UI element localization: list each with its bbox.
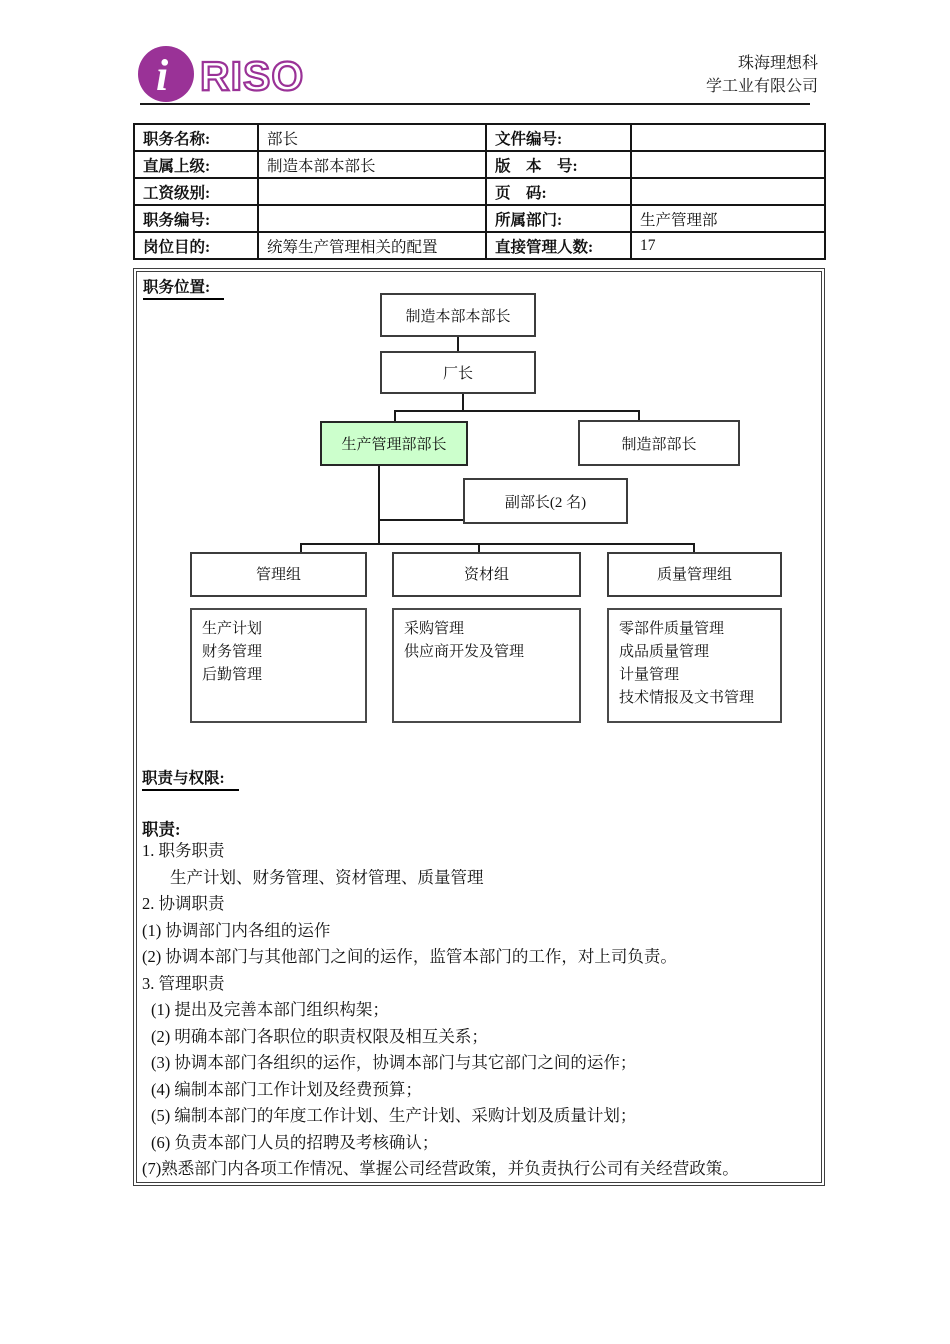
detail-line: 采购管理 <box>404 621 465 637</box>
detail-line: 计量管理 <box>619 667 680 683</box>
org-node-division-head: 制造本部本部长 <box>380 293 536 337</box>
org-node-vice-minister: 副部长(2 名) <box>463 478 628 524</box>
job-code-value <box>258 205 486 232</box>
company-name <box>706 52 818 98</box>
duty-line: (5) 编制本部门的年度工作计划、生产计划、采购计划及质量计划； <box>151 1106 637 1125</box>
salary-grade-value <box>258 178 486 205</box>
connector-line <box>462 394 464 411</box>
department-value: 生产管理部 <box>631 205 825 232</box>
table-row <box>134 205 825 232</box>
material-group-details <box>392 608 581 723</box>
detail-line: 成品质量管理 <box>619 644 710 660</box>
duty-line: 1. 职务职责 <box>142 841 225 860</box>
org-node-material-group: 资材组 <box>392 552 581 597</box>
admin-group-details <box>190 608 367 723</box>
detail-line: 生产计划 <box>202 621 263 637</box>
duty-line: (2) 明确本部门各职位的职责权限及相互关系； <box>151 1026 488 1046</box>
salary-grade-label: 工资级别: <box>134 178 258 205</box>
job-purpose-value: 统筹生产管理相关的配置 <box>258 232 486 259</box>
org-node-admin-group: 管理组 <box>190 552 367 597</box>
job-title-label: 职务名称: <box>134 124 258 151</box>
version-label: 版 本 号: <box>486 151 631 178</box>
connector-line <box>300 543 695 545</box>
detail-line: 技术情报及文书管理 <box>619 690 755 706</box>
org-node-manufacturing-minister: 制造部部长 <box>578 420 740 466</box>
table-row <box>134 232 825 259</box>
header-divider <box>140 103 810 105</box>
duty-line: (6) 负责本部门人员的招聘及考核确认； <box>151 1132 439 1152</box>
direct-reports-label: 直接管理人数: <box>486 232 631 259</box>
section-title-position: 职务位置: <box>143 275 224 300</box>
detail-line: 后勤管理 <box>202 667 263 683</box>
page-number-label: 页 码: <box>486 178 631 205</box>
company-name-line1: 珠海理想科 <box>737 55 818 72</box>
connector-line <box>378 466 380 545</box>
section-title-duties: 职责与权限: <box>142 766 239 791</box>
org-node-factory-director: 厂长 <box>380 351 536 394</box>
connector-line <box>394 410 640 412</box>
page-number-value <box>631 178 825 205</box>
duty-line: (2) 协调本部门与其他部门之间的运作，监管本部门的工作，对上司负责。 <box>142 947 677 966</box>
logo-figure-icon: i <box>156 51 169 100</box>
doc-number-label: 文件编号: <box>486 124 631 151</box>
job-title-value: 部长 <box>258 124 486 151</box>
connector-line <box>693 543 695 552</box>
subsection-title-duties: 职责: <box>142 820 181 839</box>
job-purpose-label: 岗位目的: <box>134 232 258 259</box>
connector-line <box>394 410 396 421</box>
superior-label: 直属上级: <box>134 151 258 178</box>
content-box <box>133 268 825 1186</box>
duties-list <box>142 838 814 1183</box>
table-row <box>134 151 825 178</box>
job-code-label: 职务编号: <box>134 205 258 232</box>
quality-group-details <box>607 608 782 723</box>
job-info-table <box>133 123 826 260</box>
version-value <box>631 151 825 178</box>
duty-line: (1) 提出及完善本部门组织构架； <box>151 1000 389 1019</box>
duty-line: (7)熟悉部门内各项工作情况、掌握公司经营政策，并负责执行公司有关经营政策。 <box>142 1159 739 1178</box>
detail-line: 零部件质量管理 <box>619 621 725 637</box>
connector-line <box>457 337 459 351</box>
duty-line: 2. 协调职责 <box>142 894 225 913</box>
connector-line <box>300 543 302 552</box>
doc-number-value <box>631 124 825 151</box>
duty-line: 3. 管理职责 <box>142 973 225 993</box>
duty-line: (3) 协调本部门各组织的运作，协调本部门与其它部门之间的运作； <box>151 1053 637 1072</box>
direct-reports-value: 17 <box>631 232 825 259</box>
connector-line <box>378 519 464 521</box>
company-name-line2: 学工业有限公司 <box>705 78 818 95</box>
duty-line: (4) 编制本部门工作计划及经费预算； <box>151 1079 422 1099</box>
detail-line: 财务管理 <box>202 644 263 660</box>
duty-line: (1) 协调部门内各组的运作 <box>142 920 331 940</box>
org-node-production-mgmt-minister: 生产管理部部长 <box>320 421 468 466</box>
detail-line: 供应商开发及管理 <box>404 644 525 660</box>
logo-riso-text: RISO <box>200 53 305 99</box>
table-row <box>134 178 825 205</box>
duty-line: 生产计划、财务管理、资材管理、质量管理 <box>170 867 484 887</box>
riso-logo <box>136 42 316 106</box>
connector-line <box>478 543 480 552</box>
department-label: 所属部门: <box>486 205 631 232</box>
org-node-quality-group: 质量管理组 <box>607 552 782 597</box>
superior-value: 制造本部本部长 <box>258 151 486 178</box>
table-row <box>134 124 825 151</box>
connector-line <box>638 410 640 420</box>
